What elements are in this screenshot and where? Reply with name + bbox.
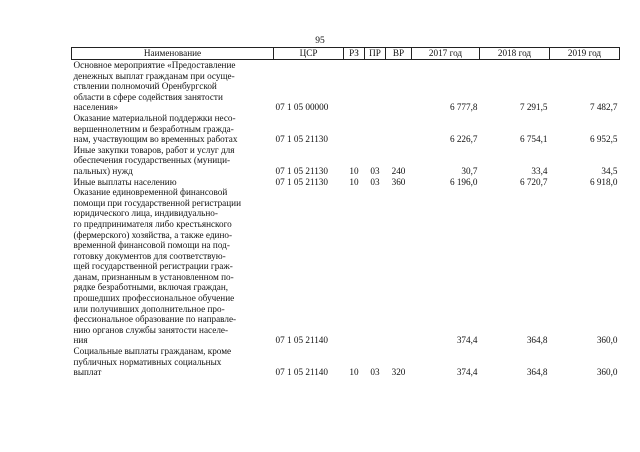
- header-pr: ПР: [365, 48, 386, 60]
- cell-2017: 6 226,7: [449, 134, 478, 145]
- page-number: 95: [315, 36, 325, 46]
- cell-name-line: Оказание единовременной финансовой: [73, 187, 228, 198]
- cell-name: [72, 113, 274, 145]
- cell-pr: 03: [370, 367, 380, 378]
- cell-name-line: ния: [73, 335, 88, 346]
- cell-2018: 364,8: [526, 367, 548, 378]
- cell-rz: [344, 60, 365, 113]
- cell-name-line: временной финансовой помощи на под-: [73, 240, 230, 251]
- cell-rz: 10: [349, 165, 359, 176]
- cell-name: [72, 60, 274, 113]
- cell-name-line: Социальные выплаты гражданам, кроме: [73, 346, 232, 357]
- cell-rz: [344, 113, 365, 145]
- cell-csr: 07 1 05 00000: [275, 102, 329, 113]
- cell-name-line: фессиональное образование по направле-: [73, 314, 237, 325]
- cell-name-line: Оказание материальной поддержки несо-: [73, 112, 236, 123]
- cell-name-line: щей государственной регистрации граж-: [73, 261, 233, 272]
- cell-vr: 240: [391, 165, 406, 176]
- header-row: [72, 48, 620, 60]
- cell-2017: 374,4: [456, 367, 478, 378]
- cell-name-line: Иные закупки товаров, работ и услуг для: [73, 144, 235, 155]
- table-row: [72, 346, 620, 378]
- cell-pr: 03: [370, 176, 380, 187]
- cell-rz: 10: [349, 367, 359, 378]
- cell-csr: 07 1 05 21130: [275, 165, 328, 176]
- cell-2017: 30,7: [461, 165, 478, 176]
- cell-name-line: го предпринимателя либо крестьянского: [73, 218, 232, 229]
- cell-name: [72, 177, 274, 188]
- table-row: [72, 177, 620, 188]
- budget-table: [71, 47, 620, 378]
- header-rz: РЗ: [344, 48, 365, 60]
- cell-name-line: населения»: [73, 102, 119, 113]
- cell-vr: [386, 113, 412, 145]
- cell-name: [72, 187, 274, 346]
- cell-pr: [365, 187, 386, 346]
- cell-name-line: нам, участвующим во временных работах: [73, 134, 238, 145]
- cell-name-line: вершеннолетним и безработным гражда-: [73, 123, 234, 134]
- header-vr: ВР: [386, 48, 412, 60]
- table-row: [72, 113, 620, 145]
- cell-2017: 6 196,0: [449, 176, 478, 187]
- table-row: [72, 145, 620, 177]
- cell-pr: [365, 60, 386, 113]
- cell-2018: 7 291,5: [519, 102, 548, 113]
- header-name: Наименование: [72, 48, 274, 60]
- cell-2019: 7 482,7: [589, 102, 618, 113]
- cell-name-line: денежных выплат гражданам при осуще-: [73, 70, 235, 81]
- cell-name-line: юридического лица, индивидуально-: [73, 208, 218, 219]
- table-row: [72, 187, 620, 346]
- cell-2018: 33,4: [531, 165, 548, 176]
- table-body: [72, 60, 620, 378]
- cell-2019: 6 918,0: [589, 176, 618, 187]
- cell-2017: 374,4: [456, 335, 478, 346]
- cell-name-line: Основное мероприятие «Предоставление: [73, 60, 236, 70]
- cell-csr: 07 1 05 21130: [275, 134, 328, 145]
- cell-csr: 07 1 05 21130: [275, 176, 328, 187]
- cell-name-line: обеспечения государственных (муници-: [73, 155, 231, 166]
- cell-name-line: помощи при государственной регистрации: [73, 197, 242, 208]
- header-2018: 2018 год: [480, 48, 550, 60]
- cell-2018: 364,8: [526, 335, 548, 346]
- cell-pr: [365, 113, 386, 145]
- cell-name-line: выплат: [73, 367, 102, 378]
- cell-name-line: или получивших дополнительное про-: [73, 303, 225, 314]
- cell-2019: 360,0: [596, 335, 618, 346]
- cell-name-line: публичных нормативных социальных: [73, 356, 222, 367]
- cell-vr: [386, 60, 412, 113]
- cell-2019: 360,0: [596, 367, 618, 378]
- cell-pr: 03: [370, 165, 380, 176]
- cell-name-line: прошедших профессиональное обучение: [73, 293, 235, 304]
- cell-name-line: (фермерского) хозяйства, а также едино-: [73, 229, 233, 240]
- cell-2019: 34,5: [601, 165, 618, 176]
- cell-2019: 6 952,5: [589, 134, 618, 145]
- cell-name-line: Иные выплаты населению: [73, 176, 177, 187]
- cell-rz: 10: [349, 176, 359, 187]
- cell-name-line: готовку документов для соответствую-: [73, 250, 226, 261]
- header-2019: 2019 год: [550, 48, 620, 60]
- cell-csr: 07 1 05 21140: [275, 335, 328, 346]
- cell-rz: [344, 187, 365, 346]
- cell-name-line: нию органов службы занятости населе-: [73, 324, 229, 335]
- cell-name-line: рядке безработными, включая граждан,: [73, 282, 229, 293]
- table-header: [72, 48, 620, 60]
- cell-2018: 6 720,7: [519, 176, 548, 187]
- table-row: [72, 60, 620, 113]
- header-2017: 2017 год: [412, 48, 480, 60]
- cell-vr: 320: [391, 367, 406, 378]
- cell-name-line: пальных) нужд: [73, 165, 133, 176]
- cell-name: [72, 346, 274, 378]
- header-csr: ЦСР: [274, 48, 344, 60]
- cell-name-line: данам, признанным в установленном по-: [73, 271, 234, 282]
- cell-vr: [386, 187, 412, 346]
- cell-vr: 360: [391, 176, 406, 187]
- cell-name-line: ствлении полномочий Оренбургской: [73, 81, 217, 92]
- cell-2018: 6 754,1: [519, 134, 548, 145]
- cell-name: [72, 145, 274, 177]
- cell-name-line: области в сфере содействия занятости: [73, 91, 223, 102]
- cell-csr: 07 1 05 21140: [275, 367, 328, 378]
- cell-2017: 6 777,8: [449, 102, 478, 113]
